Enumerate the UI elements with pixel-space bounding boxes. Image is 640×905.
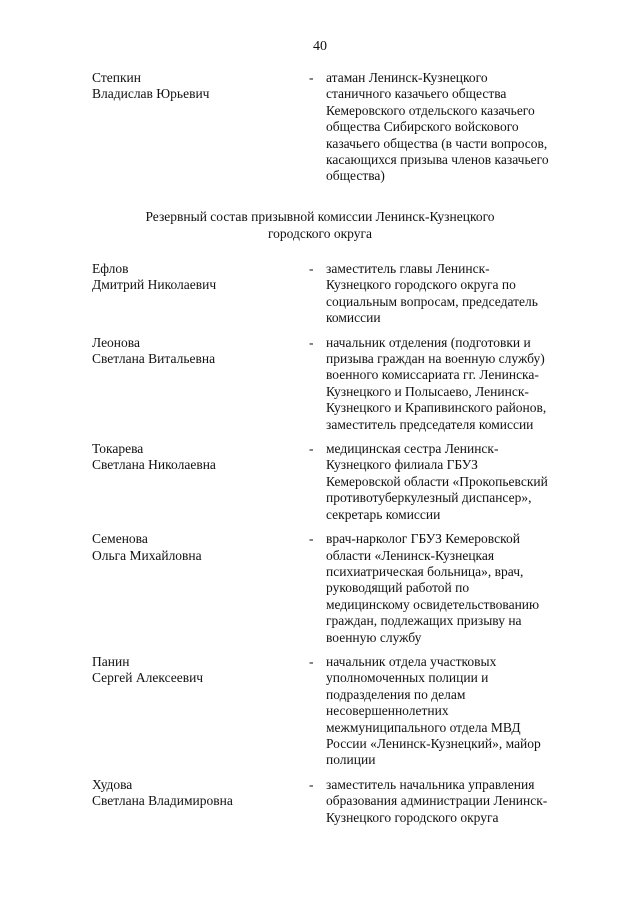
position-line: Кузнецкого и Крапивинского районов, [326, 400, 547, 416]
member-surname: Ефлов [92, 261, 129, 276]
member-position [326, 441, 592, 523]
position-line: граждан, подлежащих призыву на [326, 613, 522, 629]
position-line: врач-нарколог ГБУЗ Кемеровской [326, 531, 520, 547]
position-line: станичного казачьего общества [326, 86, 507, 102]
member-position [326, 531, 592, 646]
position-line: медицинскому освидетельствованию [326, 596, 540, 612]
position-line: военного комиссариата гг. Ленинска- [326, 367, 539, 383]
position-line: комиссии [326, 310, 381, 326]
member-position [326, 70, 592, 185]
commission-member-eflov [92, 261, 592, 327]
position-line: руководящий работой по [326, 580, 470, 596]
position-line: межмуниципального отдела МВД [326, 719, 521, 735]
position-line: Кузнецкого городского округа [326, 809, 499, 825]
member-name [92, 441, 302, 474]
position-line: образования администрации Ленинск- [326, 793, 548, 809]
member-position [326, 335, 592, 433]
position-line: секретарь комиссии [326, 506, 441, 522]
position-line: заместитель начальника управления [326, 776, 535, 792]
member-name [92, 70, 302, 103]
separator-dash: - [309, 531, 314, 547]
commission-member-panin [92, 654, 592, 769]
position-line: психиатрическая больница», врач, [326, 563, 524, 579]
position-line: казачьего общества (в части вопросов, [326, 135, 548, 151]
position-line: общества) [326, 168, 385, 184]
member-name [92, 654, 302, 687]
section-title-line: городского округа [267, 226, 373, 241]
position-line: призыва граждан на военную службу) [326, 351, 545, 367]
member-given-names: Светлана Николаевна [92, 457, 216, 473]
member-surname: Токарева [92, 441, 144, 457]
member-surname: Степкин [92, 70, 141, 85]
member-name [92, 335, 302, 368]
member-name [92, 777, 302, 810]
position-line: социальным вопросам, председатель [326, 293, 538, 309]
commission-member-tokareva [92, 441, 592, 523]
position-line: уполномоченных полиции и [326, 670, 489, 686]
position-line: Кузнецкого и Полысаево, Ленинск- [326, 383, 529, 399]
position-line: полиции [326, 752, 376, 768]
commission-member-semenova [92, 531, 592, 646]
position-line: касающихся призыва членов казачьего [326, 152, 549, 168]
member-given-names: Светлана Витальевна [92, 351, 216, 367]
position-line: несовершеннолетних [326, 703, 449, 719]
reserve-commission-list [92, 261, 592, 826]
member-surname: Семенова [92, 531, 148, 547]
position-line: атаман Ленинск-Кузнецкого [326, 70, 488, 85]
commission-member-khudova [92, 777, 592, 826]
position-line: России «Ленинск-Кузнецкий», майор [326, 735, 541, 751]
position-line: заместитель председателя комиссии [326, 416, 534, 432]
position-line: начальник отделения (подготовки и [326, 334, 531, 350]
member-given-names: Ольга Михайловна [92, 547, 202, 563]
position-line: медицинская сестра Ленинск- [326, 441, 499, 457]
commission-member-stepkin [92, 70, 592, 185]
member-surname: Панин [92, 653, 130, 669]
separator-dash: - [309, 441, 314, 457]
position-line: начальник отдела участковых [326, 653, 497, 669]
separator-dash: - [309, 653, 314, 669]
member-given-names: Сергей Алексеевич [92, 670, 204, 686]
page-number: 40 [313, 39, 327, 54]
commission-member-leonova [92, 335, 592, 433]
member-position [326, 777, 592, 826]
member-given-names: Дмитрий Николаевич [92, 277, 217, 293]
separator-dash: - [309, 334, 314, 350]
separator-dash: - [309, 70, 314, 85]
member-name [92, 261, 302, 294]
member-given-names: Владислав Юрьевич [92, 86, 210, 102]
member-given-names: Светлана Владимировна [92, 793, 233, 809]
separator-dash: - [309, 261, 314, 276]
member-surname: Леонова [92, 334, 140, 350]
position-line: Кузнецкого городского округа по [326, 277, 516, 293]
position-line: военную службу [326, 629, 422, 645]
position-line: противотуберкулезный диспансер», [326, 490, 532, 506]
member-name [92, 531, 302, 564]
member-position [326, 654, 592, 769]
separator-dash: - [309, 776, 314, 792]
position-line: Кемеровского отдельского казачьего [326, 102, 535, 118]
position-line: Кемеровской области «Прокопьевский [326, 473, 548, 489]
position-line: подразделения по делам [326, 686, 466, 702]
position-line: области «Ленинск-Кузнецкая [326, 547, 495, 563]
position-line: Кузнецкого филиала ГБУЗ [326, 457, 478, 473]
section-title-line: Резервный состав призывной комиссии Ленинск-Кузнецкого [145, 209, 495, 224]
section-title [0, 208, 640, 242]
member-position [326, 261, 592, 327]
position-line: общества Сибирского войскового [326, 119, 519, 135]
commission-list-continued [92, 70, 592, 185]
member-surname: Худова [92, 776, 133, 792]
position-line: заместитель главы Ленинск- [326, 261, 490, 276]
